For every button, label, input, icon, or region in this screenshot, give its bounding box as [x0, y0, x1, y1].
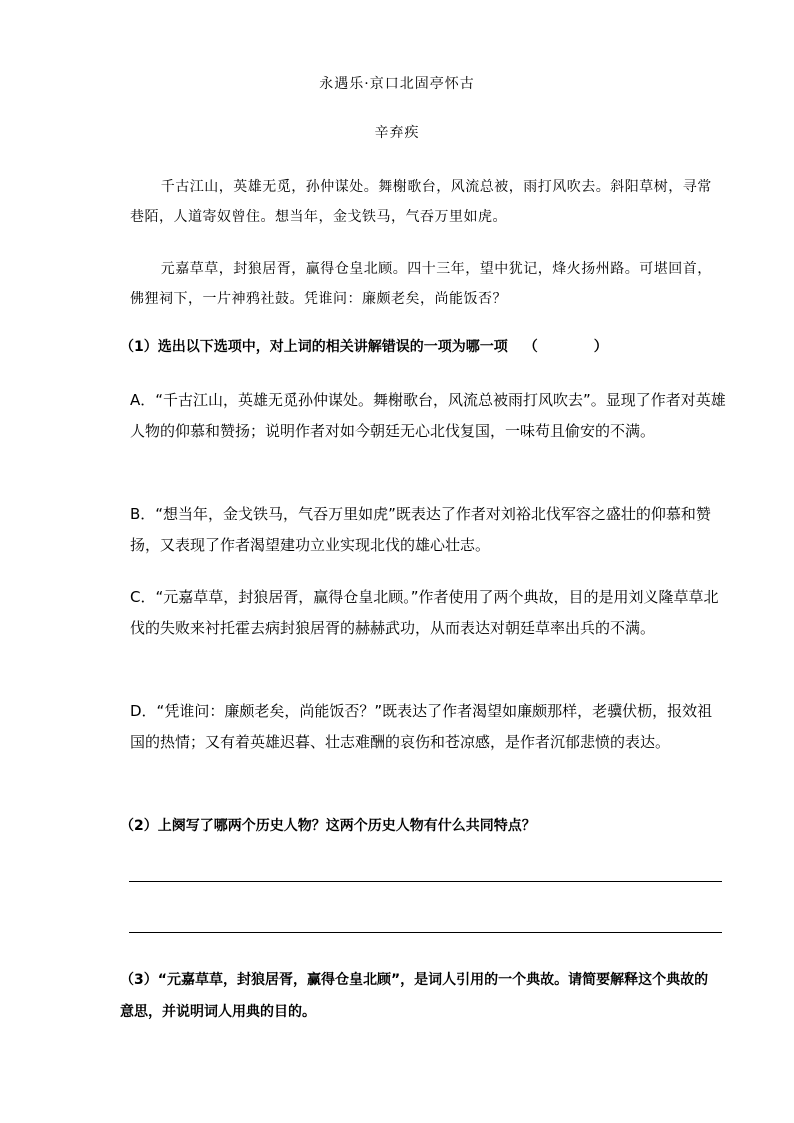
option-b: B．“想当年，金戈铁马，气吞万里如虎”既表达了作者对刘裕北伐军容之盛壮的仰慕和赞扬，又表现了作者渴望建功立业实现北伐的雄心壮志。: [130, 505, 711, 554]
option-d: D．“凭谁问：廉颇老矣，尚能饭否？”既表达了作者渴望如廉颇那样，老骥伏枥，报效祖国的热情；又有着英雄迟暮、壮志难酬的哀伤和苍凉感，是作者沉郁悲愤的表达。: [130, 702, 713, 751]
question-2: （2）上阕写了哪两个历史人物？这两个历史人物有什么共同特点？: [120, 818, 536, 834]
poem-stanza-2: 元嘉草草，封狼居胥，赢得仓皇北顾。四十三年，望中犹记，烽火扬州路。可堪回首，佛狸祠下，一片神鸦社鼓。凭谁问：廉颇老矣，尚能饭否？: [130, 261, 712, 307]
option-c: C．“元嘉草草，封狼居胥，赢得仓皇北顾。”作者使用了两个典故，目的是用刘义隆草草北伐的失败来衬托霍去病封狼居胥的赫赫武功，从而表达对朝廷草率出兵的不满。: [130, 588, 719, 637]
answer-line-1: [129, 881, 722, 882]
question-1-text: （1）选出以下选项中，对上词的相关讲解错误的一项为哪一项: [120, 339, 508, 355]
answer-line-2: [129, 932, 722, 933]
poem-title: 永遇乐·京口北固亭怀古: [319, 76, 475, 92]
question-1-answer-paren: （ ）: [523, 339, 608, 355]
question-1: [120, 331, 720, 363]
poem-author: 辛弃疾: [374, 125, 420, 141]
question-3: （3）“元嘉草草，封狼居胥，赢得仓皇北顾”，是词人引用的一个典故。请简要解释这个典故的意思，并说明词人用典的目的。: [120, 972, 709, 1020]
option-a: A．“千古江山，英雄无觅孙仲谋处。舞榭歌台，风流总被雨打风吹去”。显现了作者对英雄人物的仰慕和赞扬；说明作者对如今朝廷无心北伐复国，一味苟且偷安的不满。: [130, 391, 726, 440]
poem-stanza-1: 千古江山，英雄无觅，孙仲谋处。舞榭歌台，风流总被，雨打风吹去。斜阳草树，寻常巷陌，人道寄奴曾住。想当年，金戈铁马，气吞万里如虎。: [130, 179, 712, 225]
